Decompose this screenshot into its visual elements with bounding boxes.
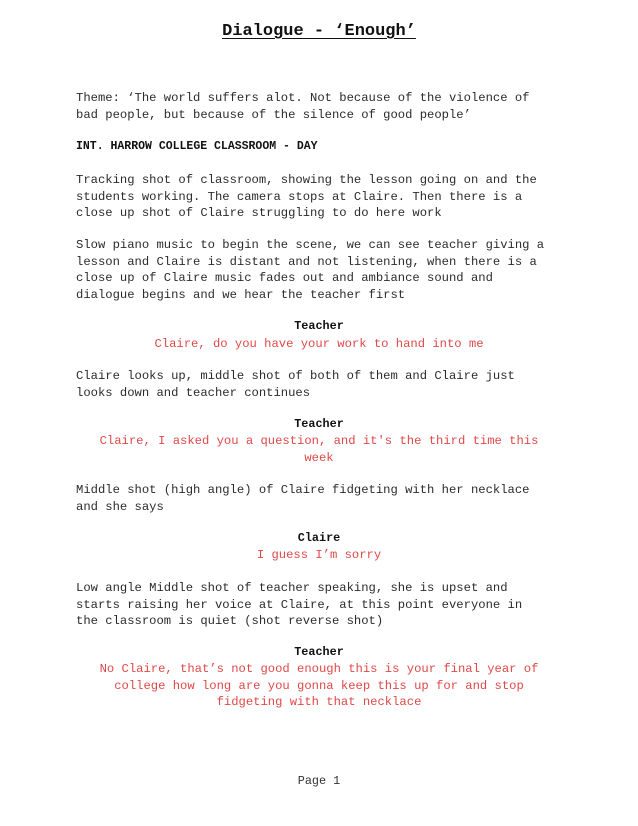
document-title: Dialogue - ‘Enough’ xyxy=(222,22,416,41)
theme-text: Theme: ‘The world suffers alot. Not because of the violence of bad people, but because of the silence of good people’ xyxy=(76,91,530,122)
character-name-claire: Claire xyxy=(297,531,341,545)
action-paragraph-2: Slow piano music to begin the scene, we can see teacher giving a lesson and Claire is distant and not listening, when there is a close up of Claire music fades out and ambiance sound and dialogue begins and we hear the teacher first xyxy=(76,238,545,302)
action-paragraph-1: Tracking shot of classroom, showing the lesson going on and the students working. The camera stops at Claire. Then there is a close up shot of Claire struggling to do here work xyxy=(76,173,537,220)
scene-heading: INT. HARROW COLLEGE CLASSROOM - DAY xyxy=(76,140,318,153)
action-paragraph-3: Claire looks up, middle shot of both of them and Claire just looks down and teacher continues xyxy=(76,369,515,400)
dialogue-line-1: Claire, do you have your work to hand into me xyxy=(154,337,484,351)
character-name-teacher-1: Teacher xyxy=(294,319,344,333)
character-name-teacher-2: Teacher xyxy=(294,417,344,431)
action-paragraph-5: Low angle Middle shot of teacher speaking, she is upset and starts raising her voice at Claire, at this point everyone in the classroom is quiet (shot reverse shot) xyxy=(76,581,523,628)
action-paragraph-4: Middle shot (high angle) of Claire fidgeting with her necklace and she says xyxy=(76,483,530,514)
character-name-teacher-3: Teacher xyxy=(294,645,344,659)
dialogue-line-4: No Claire, that’s not good enough this is your final year of college how long are you gonna keep this up for and stop fidgeting with that necklace xyxy=(99,662,539,709)
dialogue-line-3: I guess I’m sorry xyxy=(256,548,382,562)
dialogue-line-2: Claire, I asked you a question, and it's the third time this week xyxy=(99,434,539,465)
page-number: Page 1 xyxy=(297,774,341,788)
